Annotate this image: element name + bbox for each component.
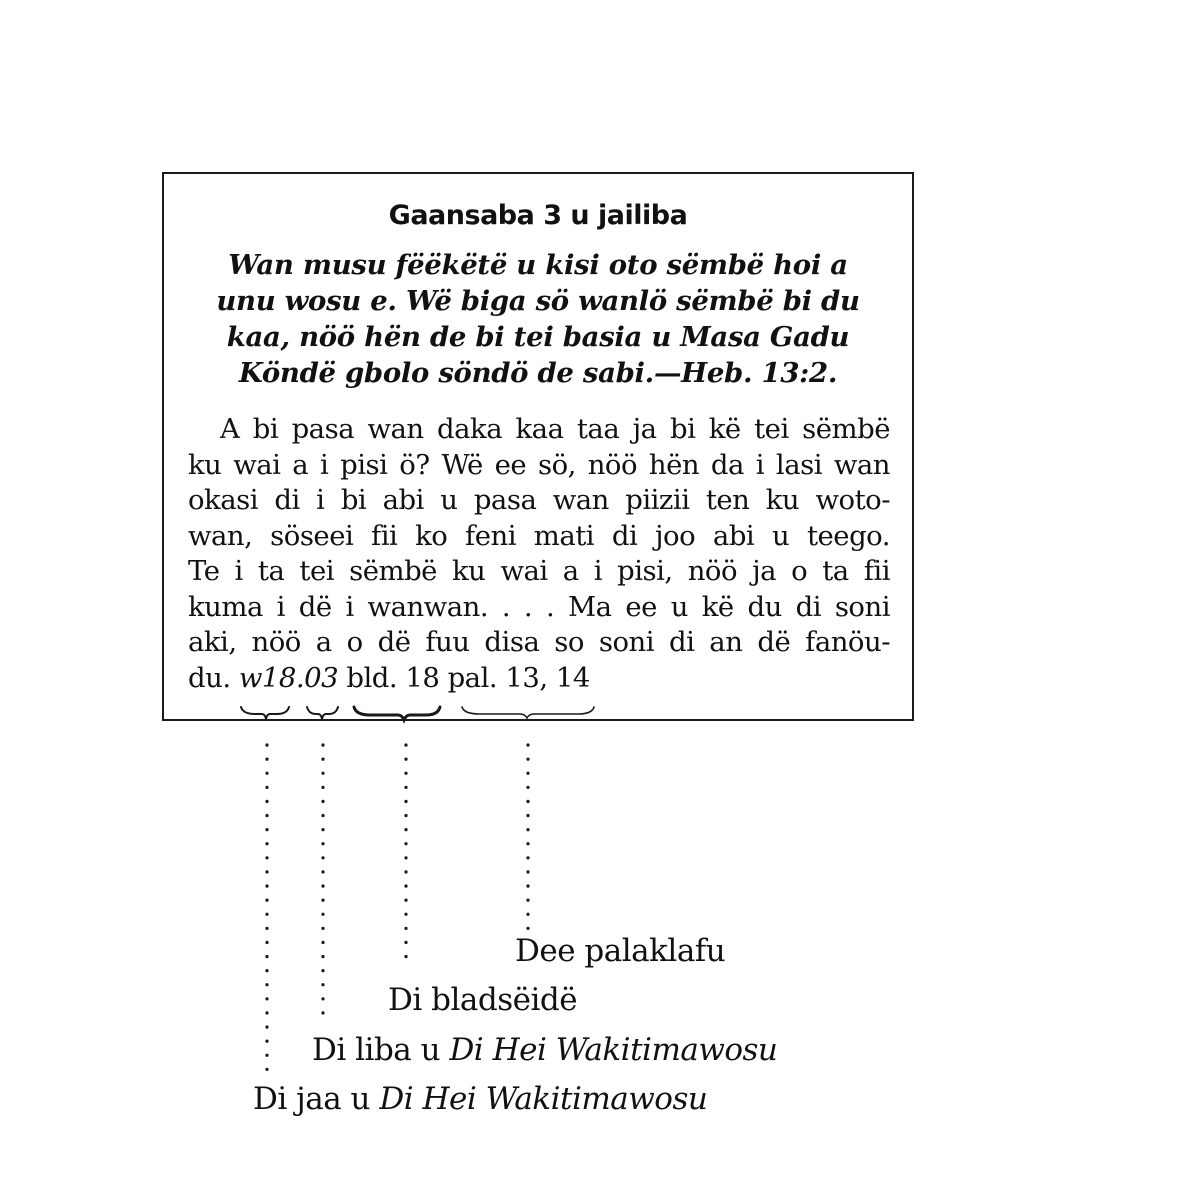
- comment-line: wan, söseei fii ko feni mati di joo abi u teego.: [188, 519, 890, 552]
- ref-page: bld. 18: [346, 661, 440, 694]
- callout-issue-title: Di Hei Wakitimawosu: [449, 1032, 778, 1068]
- callout-year-prefix: Di jaa u: [253, 1081, 380, 1117]
- callout-issue: [312, 1032, 777, 1068]
- scripture-line: Wan musu fëëkëtë u kisi oto sëmbë hoi a: [228, 249, 848, 281]
- last-line-prefix: du.: [188, 661, 231, 694]
- comment-line: kuma i dë i wanwan. . . . Ma ee u kë du di soni: [188, 590, 890, 623]
- callout-issue-prefix: Di liba u: [312, 1032, 450, 1068]
- callout-year-title: Di Hei Wakitimawosu: [379, 1081, 708, 1117]
- scripture-line: Köndë gbolo söndö de sabi.—Heb. 13:2.: [238, 357, 838, 389]
- callout-paragraphs: Dee palaklafu: [515, 933, 726, 969]
- ref-paragraphs: pal. 13, 14: [447, 661, 590, 694]
- comment-line: aki, nöö a o dë fuu disa so soni di an dë fanöu-: [188, 626, 890, 658]
- scripture-line: kaa, nöö hën de bi tei basia u Masa Gadu: [226, 321, 850, 353]
- brace-page: [354, 707, 440, 720]
- comment-line: A bi pasa wan daka kaa taa ja bi kë tei sëmbë: [220, 413, 890, 445]
- callout-year: [253, 1081, 707, 1117]
- comment-line: okasi di i bi abi u pasa wan piizii ten ku woto-: [188, 484, 890, 516]
- ref-issue: .03: [295, 661, 339, 694]
- brace-paragraphs: [462, 707, 594, 718]
- callout-page: Di bladsëidë: [388, 982, 578, 1018]
- ref-year: w18: [238, 661, 296, 694]
- scripture-line: unu wosu e. Wë biga sö wanlö sëmbë bi du: [216, 285, 860, 317]
- brace-year: [241, 707, 289, 719]
- brace-issue: [307, 707, 338, 719]
- date-heading: Gaansaba 3 u jailiba: [388, 200, 688, 231]
- comment-line: Te i ta tei sëmbë ku wai a i pisi, nöö ja o ta fii: [188, 555, 890, 587]
- comment-line: ku wai a i pisi ö? Wë ee sö, nöö hën da i lasi wan: [188, 448, 890, 481]
